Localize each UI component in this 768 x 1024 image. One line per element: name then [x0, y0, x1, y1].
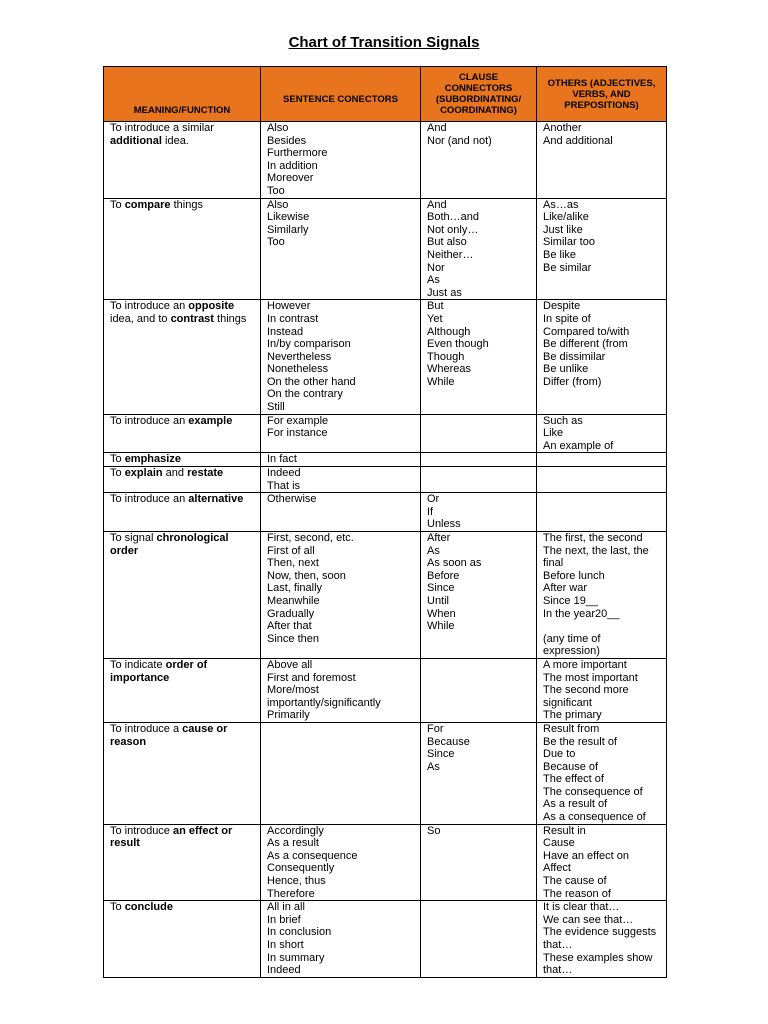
meaning-cell	[104, 532, 261, 659]
meaning-text: To introduce	[110, 824, 173, 837]
meaning-text: To	[110, 901, 125, 914]
meaning-text: idea, and to	[110, 312, 171, 325]
others-cell: A more important The most important The second more significant The primary	[537, 658, 667, 722]
table-row	[104, 824, 667, 901]
others-cell: Another And additional	[537, 122, 667, 199]
meaning-cell	[104, 493, 261, 532]
table-row	[104, 198, 667, 300]
clause-connectors-cell	[421, 467, 537, 493]
meaning-keyword: alternative	[188, 493, 244, 506]
table-row	[104, 414, 667, 453]
sentence-connectors-cell: Also Likewise Similarly Too	[261, 198, 421, 300]
meaning-cell	[104, 658, 261, 722]
meaning-text: things	[170, 198, 203, 211]
others-cell: The first, the second The next, the last, the final Before lunch After war Since 19__ In the year20__ (any time of expression)	[537, 532, 667, 659]
meaning-keyword: order of importance	[110, 658, 208, 684]
meaning-cell	[104, 300, 261, 414]
others-cell: Such as Like An example of	[537, 414, 667, 453]
table-row	[104, 467, 667, 493]
meaning-keyword: example	[188, 414, 233, 427]
meaning-cell	[104, 467, 261, 493]
meaning-text: To introduce an	[110, 300, 189, 313]
table-row	[104, 453, 667, 467]
meaning-cell	[104, 414, 261, 453]
clause-connectors-cell: So	[421, 824, 537, 901]
sentence-connectors-cell: Above all First and foremost More/most importantly/significantly Primarily	[261, 658, 421, 722]
meaning-keyword: conclude	[124, 901, 173, 914]
meaning-text: To introduce an	[110, 493, 189, 506]
sentence-connectors-cell: Also Besides Furthermore In addition Moreover Too	[261, 122, 421, 199]
meaning-keyword: explain	[124, 467, 163, 480]
transition-signals-table	[103, 66, 667, 978]
clause-connectors-cell: After As As soon as Before Since Until When While	[421, 532, 537, 659]
meaning-cell	[104, 722, 261, 824]
table-row	[104, 658, 667, 722]
meaning-cell	[104, 901, 261, 978]
meaning-text: To signal	[110, 532, 157, 544]
others-cell	[537, 493, 667, 532]
meaning-text: To	[110, 467, 125, 480]
table-row	[104, 122, 667, 199]
others-cell: Despite In spite of Compared to/with Be different (from Be dissimilar Be unlike Differ (from)	[537, 300, 667, 414]
clause-connectors-cell	[421, 658, 537, 722]
sentence-connectors-cell: However In contrast Instead In/by comparison Nevertheless Nonetheless On the other hand On the contrary Still	[261, 300, 421, 414]
sentence-connectors-cell	[261, 722, 421, 824]
table-row	[104, 493, 667, 532]
others-cell	[537, 467, 667, 493]
meaning-cell	[104, 198, 261, 300]
header-meaning: MEANING/FUNCTION	[104, 67, 261, 122]
others-cell: Result from Be the result of Due to Because of The effect of The consequence of As a result of As a consequence of	[537, 722, 667, 824]
clause-connectors-cell	[421, 453, 537, 467]
table-row	[104, 901, 667, 978]
clause-connectors-cell: Or If Unless	[421, 493, 537, 532]
meaning-keyword: opposite	[188, 300, 235, 313]
meaning-text: To	[110, 198, 125, 211]
header-clause-connectors: CLAUSE CONNECTORS (SUBORDINATING/ COORDINATING)	[421, 67, 537, 122]
meaning-keyword: chronological order	[110, 532, 229, 557]
table-row	[104, 532, 667, 659]
sentence-connectors-cell: First, second, etc. First of all Then, next Now, then, soon Last, finally Meanwhile Gradually After that Since then	[261, 532, 421, 659]
meaning-text: To introduce a similar	[110, 122, 214, 134]
clause-connectors-cell	[421, 414, 537, 453]
meaning-text: To introduce an	[110, 414, 189, 427]
clause-connectors-cell	[421, 901, 537, 978]
others-cell	[537, 453, 667, 467]
clause-connectors-cell: And Both…and Not only… But also Neither… Nor As Just as	[421, 198, 537, 300]
meaning-keyword: an effect or result	[110, 824, 233, 850]
meaning-keyword: cause or reason	[110, 722, 228, 748]
meaning-keyword: contrast	[170, 312, 214, 325]
meaning-text: To indicate	[110, 658, 166, 671]
meaning-cell	[104, 122, 261, 199]
header-sentence-connectors: SENTENCE CONECTORS	[261, 67, 421, 122]
sentence-connectors-cell: Otherwise	[261, 493, 421, 532]
meaning-text: To	[110, 453, 125, 466]
sentence-connectors-cell: Indeed That is	[261, 467, 421, 493]
meaning-keyword: restate	[187, 467, 224, 480]
meaning-text: idea.	[161, 134, 189, 147]
others-cell: Result in Cause Have an effect on Affect The cause of The reason of	[537, 824, 667, 901]
sentence-connectors-cell: All in all In brief In conclusion In short In summary Indeed	[261, 901, 421, 978]
clause-connectors-cell: And Nor (and not)	[421, 122, 537, 199]
meaning-text: and	[162, 467, 188, 480]
sentence-connectors-cell: For example For instance	[261, 414, 421, 453]
meaning-keyword: additional	[110, 134, 162, 147]
table-row	[104, 300, 667, 414]
header-others: OTHERS (ADJECTIVES, VERBS, AND PREPOSITIONS)	[537, 67, 667, 122]
sentence-connectors-cell: Accordingly As a result As a consequence Consequently Hence, thus Therefore	[261, 824, 421, 901]
page-title: Chart of Transition Signals	[288, 34, 480, 51]
meaning-keyword: compare	[124, 198, 171, 211]
meaning-text: things	[213, 312, 247, 325]
clause-connectors-cell: For Because Since As	[421, 722, 537, 824]
sentence-connectors-cell: In fact	[261, 453, 421, 467]
table-body	[104, 122, 667, 978]
others-cell: As…as Like/alike Just like Similar too Be like Be similar	[537, 198, 667, 300]
meaning-cell	[104, 453, 261, 467]
meaning-cell	[104, 824, 261, 901]
meaning-text: To introduce a	[110, 722, 183, 735]
table-header-row	[104, 67, 667, 122]
others-cell: It is clear that… We can see that… The evidence suggests that… These examples show that…	[537, 901, 667, 978]
clause-connectors-cell: But Yet Although Even though Though Whereas While	[421, 300, 537, 414]
table-row	[104, 722, 667, 824]
meaning-keyword: emphasize	[124, 453, 181, 466]
